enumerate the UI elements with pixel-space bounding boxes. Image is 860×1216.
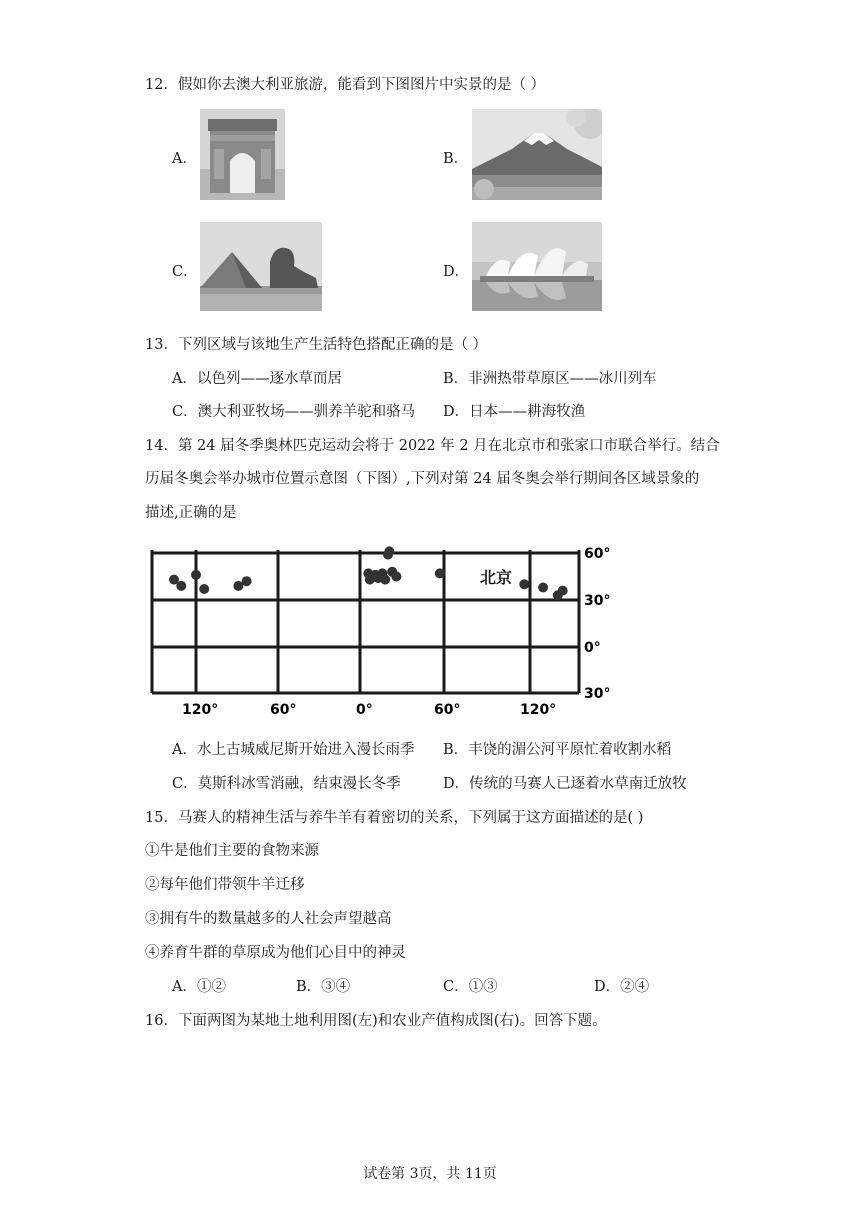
host-city-point xyxy=(242,576,252,586)
x-tick-label: 60° xyxy=(434,702,461,718)
q14-option-a: A．水上古城威尼斯开始进入漫长雨季 xyxy=(172,742,415,758)
x-tick-label: 60° xyxy=(270,702,297,718)
page-footer: 试卷第 3页，共 11页 xyxy=(363,1166,497,1182)
y-tick-label: 30° xyxy=(584,686,611,702)
q14-option-b: B．丰饶的湄公河平原忙着收割水稻 xyxy=(443,742,672,758)
host-city-point xyxy=(519,579,529,589)
host-city-point xyxy=(380,575,390,585)
q15-option-b: B．③④ xyxy=(296,979,351,995)
q15-option-c: C．①③ xyxy=(443,979,498,995)
q12-option-d-label: D． xyxy=(443,264,470,280)
q12-option-c-label: C． xyxy=(172,264,198,280)
q16-stem: 16．下面两图为某地土地利用图(左)和农业产值构成图(右)。回答下题。 xyxy=(145,1013,607,1029)
q12-option-d-image xyxy=(472,222,602,311)
q13-stem: 13．下列区域与该地生产生活特色搭配正确的是（ ） xyxy=(145,337,488,353)
q15-option-a: A．①② xyxy=(172,979,226,995)
q13-option-d: D．日本——耕海牧渔 xyxy=(443,404,586,420)
q12-option-c-image xyxy=(200,222,322,311)
q15-item-2: ②每年他们带领牛羊迁移 xyxy=(145,877,305,893)
q14-stem-line-1: 14．第 24 届冬季奥林匹克运动会将于 2022 年 2 月在北京市和张家口市联合举行。结合 xyxy=(145,438,720,454)
q14-option-d: D．传统的马赛人已逐着水草南迁放牧 xyxy=(443,776,687,792)
q12-stem: 12．假如你去澳大利亚旅游，能看到下图图片中实景的是（ ） xyxy=(145,77,546,93)
q15-item-4: ④养育牛群的草原成为他们心目中的神灵 xyxy=(145,945,406,961)
q15-stem: 15．马赛人的精神生活与养牛羊有着密切的关系，下列属于这方面描述的是( ) xyxy=(145,810,644,826)
y-tick-label: 0° xyxy=(584,640,601,656)
host-city-point xyxy=(176,581,186,591)
q13-option-a: A．以色列——逐水草而居 xyxy=(172,371,342,387)
beijing-label: 北京 xyxy=(480,568,513,587)
q14-stem-line-3: 描述,正确的是 xyxy=(145,505,237,521)
q14-stem-line-2: 历届冬奥会举办城市位置示意图（下图）,下列对第 24 届冬奥会举行期间各区域景象的 xyxy=(145,471,700,487)
q13-option-c: C．澳大利亚牧场——驯养羊驼和骆马 xyxy=(172,404,416,420)
q15-item-1: ①牛是他们主要的食物来源 xyxy=(145,843,319,859)
q15-option-d: D．②④ xyxy=(594,979,650,995)
host-city-point xyxy=(384,546,394,556)
host-city-point xyxy=(558,586,568,596)
x-tick-label: 0° xyxy=(356,702,373,718)
q12-option-a-label: A． xyxy=(172,151,197,167)
host-city-point xyxy=(191,570,201,580)
y-tick-label: 60° xyxy=(584,546,611,562)
host-city-point xyxy=(538,583,548,593)
q13-option-b: B．非洲热带草原区——冰川列车 xyxy=(443,371,657,387)
host-city-point xyxy=(435,568,445,578)
winter-olympics-map xyxy=(140,536,640,722)
q14-option-c: C．莫斯科冰雪消融，结束漫长冬季 xyxy=(172,776,401,792)
q12-option-a-image xyxy=(200,109,285,200)
q15-item-3: ③拥有牛的数量越多的人社会声望越高 xyxy=(145,911,392,927)
x-tick-label: 120° xyxy=(182,702,219,718)
host-city-point xyxy=(391,572,401,582)
y-tick-label: 30° xyxy=(584,593,611,609)
x-tick-label: 120° xyxy=(520,702,557,718)
q12-option-b-label: B． xyxy=(443,151,469,167)
q12-option-b-image xyxy=(472,109,602,200)
host-city-point xyxy=(199,584,209,594)
